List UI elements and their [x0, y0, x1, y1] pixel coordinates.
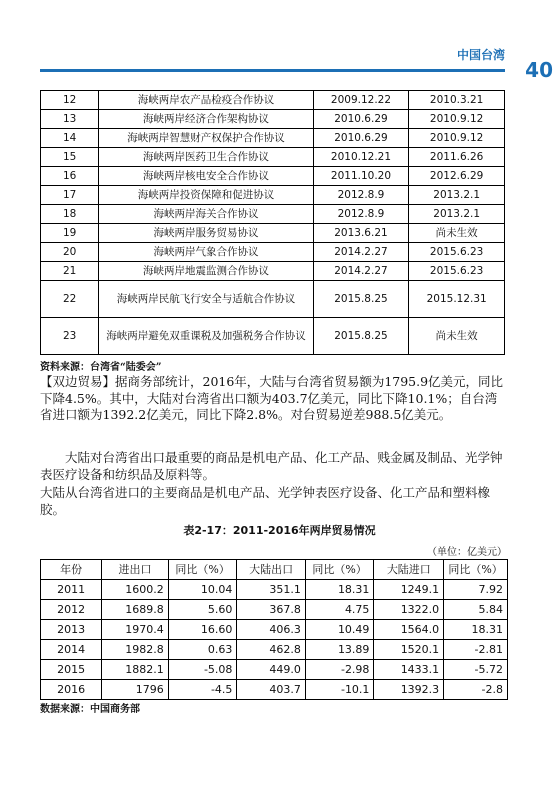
unit-note: （单位：亿美元）	[427, 547, 507, 558]
agreement-name: 海峡两岸民航飞行安全与适航合作协议	[99, 281, 313, 318]
total-cell: 1600.2	[102, 580, 169, 600]
signed-date: 2015.8.25	[313, 281, 409, 318]
year-cell: 2014	[41, 640, 102, 660]
export-yoy-cell: 4.75	[305, 600, 374, 620]
effective-date: 尚未生效	[409, 224, 505, 243]
signed-date: 2010.6.29	[313, 110, 409, 129]
total-yoy-cell: 5.60	[168, 600, 237, 620]
agreement-name: 海峡两岸地震监测合作协议	[99, 262, 313, 281]
table-row	[41, 186, 505, 205]
import-cell: 1520.1	[374, 640, 444, 660]
year-cell: 2015	[41, 660, 102, 680]
export-yoy-cell: 10.49	[305, 620, 374, 640]
year-cell: 2011	[41, 580, 102, 600]
table-row	[41, 224, 505, 243]
import-cell: 1433.1	[374, 660, 444, 680]
import-yoy-cell: 5.84	[444, 600, 508, 620]
column-header: 大陆进口	[374, 560, 444, 580]
table-row	[41, 91, 505, 110]
total-yoy-cell: -4.5	[168, 680, 237, 700]
agreement-name: 海峡两岸海关合作协议	[99, 205, 313, 224]
table-row	[41, 660, 508, 680]
effective-date: 2010.9.12	[409, 129, 505, 148]
agreement-name: 海峡两岸医药卫生合作协议	[99, 148, 313, 167]
effective-date: 2015.6.23	[409, 262, 505, 281]
total-yoy-cell: -5.08	[168, 660, 237, 680]
effective-date: 2013.2.1	[409, 186, 505, 205]
column-header: 进出口	[102, 560, 169, 580]
agreement-number: 20	[41, 243, 99, 262]
agreement-name: 海峡两岸气象合作协议	[99, 243, 313, 262]
import-cell: 1322.0	[374, 600, 444, 620]
page-number: 40	[525, 58, 553, 82]
table-row	[41, 243, 505, 262]
signed-date: 2009.12.22	[313, 91, 409, 110]
table-row	[41, 167, 505, 186]
agreement-name: 海峡两岸服务贸易协议	[99, 224, 313, 243]
agreement-number: 22	[41, 281, 99, 318]
total-yoy-cell: 10.04	[168, 580, 237, 600]
effective-date: 2011.6.26	[409, 148, 505, 167]
export-cell: 351.1	[237, 580, 305, 600]
import-cell: 1564.0	[374, 620, 444, 640]
import-yoy-cell: -2.81	[444, 640, 508, 660]
year-cell: 2013	[41, 620, 102, 640]
table-row	[41, 640, 508, 660]
table-row	[41, 580, 508, 600]
total-yoy-cell: 16.60	[168, 620, 237, 640]
signed-date: 2014.2.27	[313, 243, 409, 262]
source-note-2: 数据来源：中国商务部	[40, 704, 140, 715]
import-yoy-cell: -5.72	[444, 660, 508, 680]
export-cell: 367.8	[237, 600, 305, 620]
signed-date: 2015.8.25	[313, 318, 409, 355]
effective-date: 2015.6.23	[409, 243, 505, 262]
total-cell: 1882.1	[102, 660, 169, 680]
signed-date: 2012.8.9	[313, 186, 409, 205]
signed-date: 2010.12.21	[313, 148, 409, 167]
paragraph-exports: 大陆对台湾省出口最重要的商品是机电产品、化工产品、贱金属及制品、光学钟表医疗设备和纺织品及原料等。	[40, 450, 503, 482]
import-yoy-cell: -2.8	[444, 680, 508, 700]
table-row	[41, 205, 505, 224]
export-yoy-cell: 18.31	[305, 580, 374, 600]
agreement-name: 海峡两岸智慧财产权保护合作协议	[99, 129, 313, 148]
agreement-number: 15	[41, 148, 99, 167]
export-cell: 406.3	[237, 620, 305, 640]
table-row	[41, 110, 505, 129]
total-cell: 1970.4	[102, 620, 169, 640]
import-yoy-cell: 7.92	[444, 580, 508, 600]
trade-table	[40, 559, 508, 700]
total-cell: 1796	[102, 680, 169, 700]
agreement-number: 12	[41, 91, 99, 110]
signed-date: 2010.6.29	[313, 129, 409, 148]
effective-date: 2015.12.31	[409, 281, 505, 318]
table-row	[41, 620, 508, 640]
column-header: 同比（%）	[168, 560, 237, 580]
import-yoy-cell: 18.31	[444, 620, 508, 640]
agreement-name: 海峡两岸核电安全合作协议	[99, 167, 313, 186]
table-caption: 表2-17：2011-2016年两岸贸易情况	[183, 524, 376, 537]
header-rule	[40, 69, 505, 72]
agreement-number: 21	[41, 262, 99, 281]
agreement-number: 18	[41, 205, 99, 224]
column-header: 同比（%）	[444, 560, 508, 580]
export-cell: 403.7	[237, 680, 305, 700]
export-cell: 449.0	[237, 660, 305, 680]
import-cell: 1392.3	[374, 680, 444, 700]
agreement-number: 13	[41, 110, 99, 129]
total-yoy-cell: 0.63	[168, 640, 237, 660]
agreement-number: 16	[41, 167, 99, 186]
effective-date: 尚未生效	[409, 318, 505, 355]
signed-date: 2014.2.27	[313, 262, 409, 281]
effective-date: 2013.2.1	[409, 205, 505, 224]
section-title: 中国台湾	[456, 48, 505, 62]
effective-date: 2010.3.21	[409, 91, 505, 110]
signed-date: 2011.10.20	[313, 167, 409, 186]
agreement-number: 19	[41, 224, 99, 243]
year-cell: 2012	[41, 600, 102, 620]
year-cell: 2016	[41, 680, 102, 700]
agreement-name: 海峡两岸投资保障和促进协议	[99, 186, 313, 205]
agreement-name: 海峡两岸避免双重课税及加强税务合作协议	[99, 318, 313, 355]
paragraph-trade: 【双边贸易】据商务部统计，2016年，大陆与台湾省贸易额为1795.9亿美元，同比下降4.5%。其中，大陆对台湾省出口额为403.7亿美元，同比下降10.1%；自台湾省进口额为1392.2亿美元，同比下降2.8%。对台贸易逆差988.5亿美元。	[40, 374, 504, 422]
table-row	[41, 600, 508, 620]
export-yoy-cell: -10.1	[305, 680, 374, 700]
agreements-table	[40, 90, 505, 355]
column-header: 年份	[41, 560, 102, 580]
table-row	[41, 680, 508, 700]
table-row	[41, 318, 505, 355]
table-row	[41, 148, 505, 167]
table-row	[41, 262, 505, 281]
total-cell: 1689.8	[102, 600, 169, 620]
column-header: 大陆出口	[237, 560, 305, 580]
signed-date: 2012.8.9	[313, 205, 409, 224]
paragraph-imports: 大陆从台湾省进口的主要商品是机电产品、光学钟表医疗设备、化工产品和塑料橡胶。	[40, 485, 491, 517]
signed-date: 2013.6.21	[313, 224, 409, 243]
table-header-row	[41, 560, 508, 580]
import-cell: 1249.1	[374, 580, 444, 600]
agreement-number: 14	[41, 129, 99, 148]
export-yoy-cell: 13.89	[305, 640, 374, 660]
table-row	[41, 281, 505, 318]
source-note-1: 资料来源：台湾省“陆委会”	[40, 362, 162, 373]
export-cell: 462.8	[237, 640, 305, 660]
agreement-number: 23	[41, 318, 99, 355]
agreement-name: 海峡两岸农产品检疫合作协议	[99, 91, 313, 110]
effective-date: 2010.9.12	[409, 110, 505, 129]
agreement-name: 海峡两岸经济合作架构协议	[99, 110, 313, 129]
agreement-number: 17	[41, 186, 99, 205]
effective-date: 2012.6.29	[409, 167, 505, 186]
total-cell: 1982.8	[102, 640, 169, 660]
column-header: 同比（%）	[305, 560, 374, 580]
export-yoy-cell: -2.98	[305, 660, 374, 680]
table-row	[41, 129, 505, 148]
